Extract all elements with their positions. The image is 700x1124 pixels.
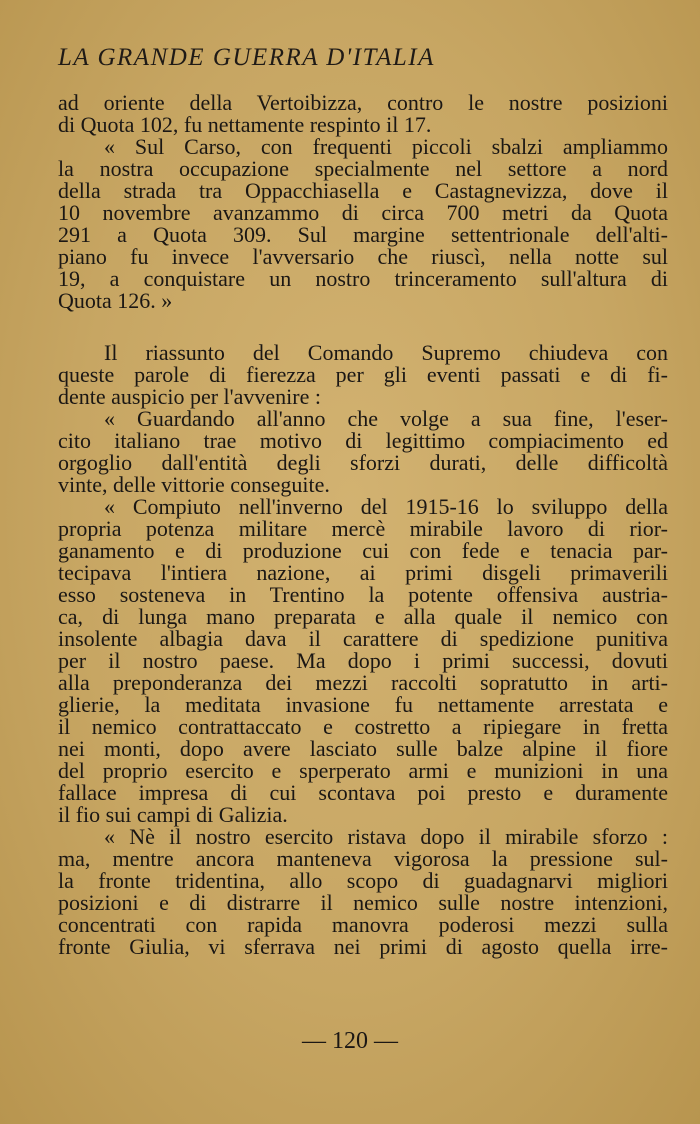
text-line: « Guardando all'anno che volge a sua fine, l'eser- — [104, 406, 668, 431]
text-line: insolente albagia dava il carattere di spedizione punitiva — [58, 626, 668, 651]
body-text — [58, 92, 668, 958]
running-head: LA GRANDE GUERRA D'ITALIA — [58, 44, 435, 71]
text-line: vinte, delle vittorie conseguite. — [58, 472, 330, 497]
text-line: dente auspicio per l'avvenire : — [58, 384, 321, 409]
text-line: di Quota 102, fu nettamente respinto il 17. — [58, 112, 432, 137]
page-number: — 120 — — [302, 1028, 398, 1054]
paragraph-riassunto — [58, 342, 668, 408]
text-line: concentrati con rapida manovra poderosi mezzi sulla — [58, 912, 668, 937]
text-line: piano fu invece l'avversario che riuscì, nella notte sul — [58, 244, 668, 269]
text-line: tecipava l'intiera nazione, ai primi disgeli primaverili — [58, 560, 668, 585]
text-line: propria potenza militare mercè mirabile lavoro di rior- — [58, 516, 668, 541]
text-line: alla preponderanza dei mezzi raccolti sopratutto in arti- — [58, 670, 668, 695]
text-line: per il nostro paese. Ma dopo i primi successi, dovuti — [58, 648, 668, 673]
text-line: « Compiuto nell'inverno del 1915-16 lo sviluppo della — [104, 494, 668, 519]
text-line: orgoglio dall'entità degli sforzi durati, delle difficoltà — [58, 450, 668, 475]
text-line: posizioni e di distrarre il nemico sulle nostre intenzioni, — [58, 890, 668, 915]
paragraph-quote-carso — [58, 136, 668, 312]
text-line: 10 novembre avanzammo di circa 700 metri da Quota — [58, 200, 668, 225]
text-line: ad oriente della Vertoibizza, contro le nostre posizioni — [58, 90, 668, 115]
text-line: « Nè il nostro esercito ristava dopo il mirabile sforzo : — [104, 824, 668, 849]
text-line: della strada tra Oppacchiasella e Castagnevizza, dove il — [58, 178, 668, 203]
text-line: del proprio esercito e sperperato armi e munizioni in una — [58, 758, 668, 783]
text-line: fallace impresa di cui scontava poi presto e duramente — [58, 780, 668, 805]
paragraph-quote-giulia — [58, 826, 668, 958]
paragraph-quote-trentino — [58, 496, 668, 826]
text-line: 19, a conquistare un nostro trinceramento sull'altura di — [58, 266, 668, 291]
text-line: ca, di lunga mano preparata e alla quale il nemico con — [58, 604, 668, 629]
text-line: il fio sui campi di Galizia. — [58, 802, 288, 827]
text-line: Il riassunto del Comando Supremo chiudeva con — [104, 340, 668, 365]
text-line: 291 a Quota 309. Sul margine settentrionale dell'alti- — [58, 222, 668, 247]
text-line: la fronte tridentina, allo scopo di guadagnarvi migliori — [58, 868, 668, 893]
text-line: cito italiano trae motivo di legittimo compiacimento ed — [58, 428, 668, 453]
text-line: Quota 126. » — [58, 288, 173, 313]
text-line: glierie, la meditata invasione fu nettamente arrestata e — [58, 692, 668, 717]
text-line: ma, mentre ancora manteneva vigorosa la pressione sul- — [58, 846, 668, 871]
paragraph-gap — [58, 312, 668, 342]
text-line: queste parole di fierezza per gli eventi passati e di fi- — [58, 362, 668, 387]
text-line: « Sul Carso, con frequenti piccoli sbalzi ampliammo — [104, 134, 668, 159]
text-line: nei monti, dopo avere lasciato sulle balze alpine il fiore — [58, 736, 668, 761]
text-line: fronte Giulia, vi sferrava nei primi di agosto quella irre- — [58, 934, 668, 959]
paragraph-continued — [58, 92, 668, 136]
text-line: ganamento e di produzione cui con fede e tenacia par- — [58, 538, 668, 563]
text-line: la nostra occupazione specialmente nel settore a nord — [58, 156, 668, 181]
text-line: il nemico contrattaccato e costretto a ripiegare in fretta — [58, 714, 668, 739]
paragraph-quote-anno — [58, 408, 668, 496]
text-line: esso sosteneva in Trentino la potente offensiva austria- — [58, 582, 668, 607]
